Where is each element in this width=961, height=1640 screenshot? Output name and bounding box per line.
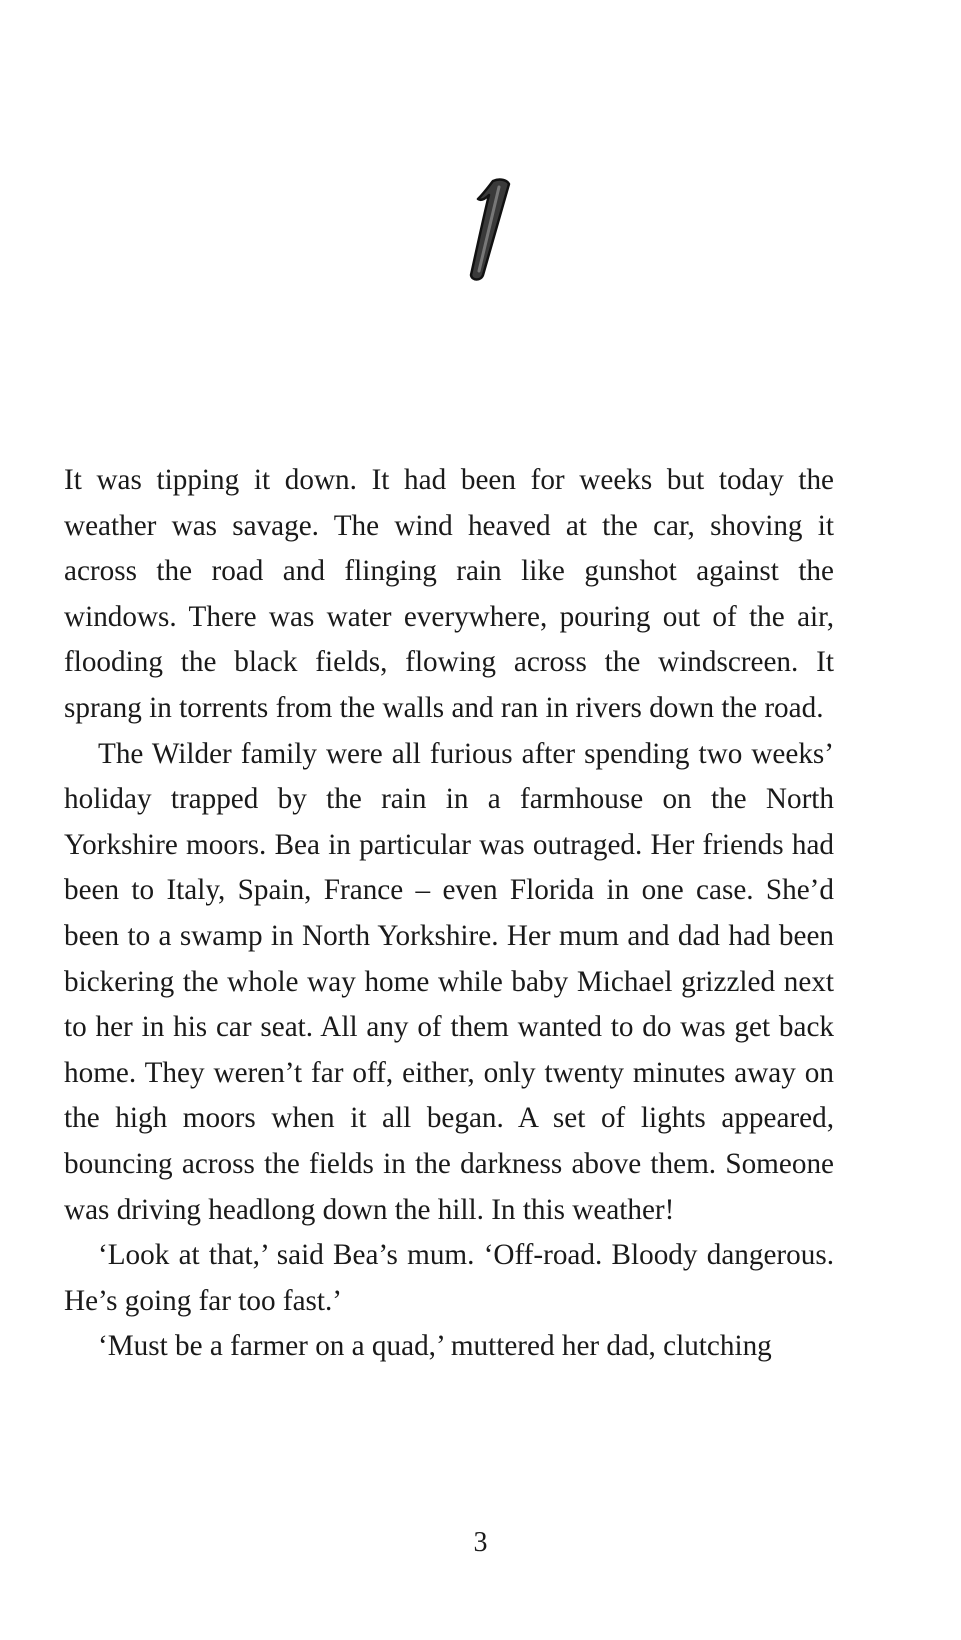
chapter-number [0,175,961,295]
chapter-number-glyph [453,175,523,285]
paragraph: The Wilder family were all furious after spending two weeks’ holiday trapped by the rain in a farmhouse on the North Yorkshire moors. Bea in particular was outraged. Her friends had been to Italy, Spain, France – even Florida in one case. She’d been to a swamp in North Yorkshire. Her mum and dad had been bickering the whole way home while baby Michael grizzled next to her in his car seat. All any of them wanted to do was get back home. They weren’t far off, either, only twenty minutes away on the high moors when it all began. A set of lights appeared, bouncing across the fields in the darkness above them. Someone was driving headlong down the hill. In this weather! [64,737,834,1226]
paragraph: ‘Look at that,’ said Bea’s mum. ‘Off-road. Bloody dangerous. He’s going far too fast.’ [64,1239,834,1317]
paragraph: It was tipping it down. It had been for weeks but today the weather was savage. The wind heaved at the car, shoving it across the road and flinging rain like gunshot against the windows. There was water everywhere, pouring out of the air, flooding the black fields, flowing across the windscreen. It sprang in torrents from the walls and ran in rivers down the road. [64,464,834,724]
chapter-body [64,458,834,1370]
paragraph: ‘Must be a farmer on a quad,’ muttered her dad, clutching [98,1330,772,1363]
page-number: 3 [473,1527,488,1558]
